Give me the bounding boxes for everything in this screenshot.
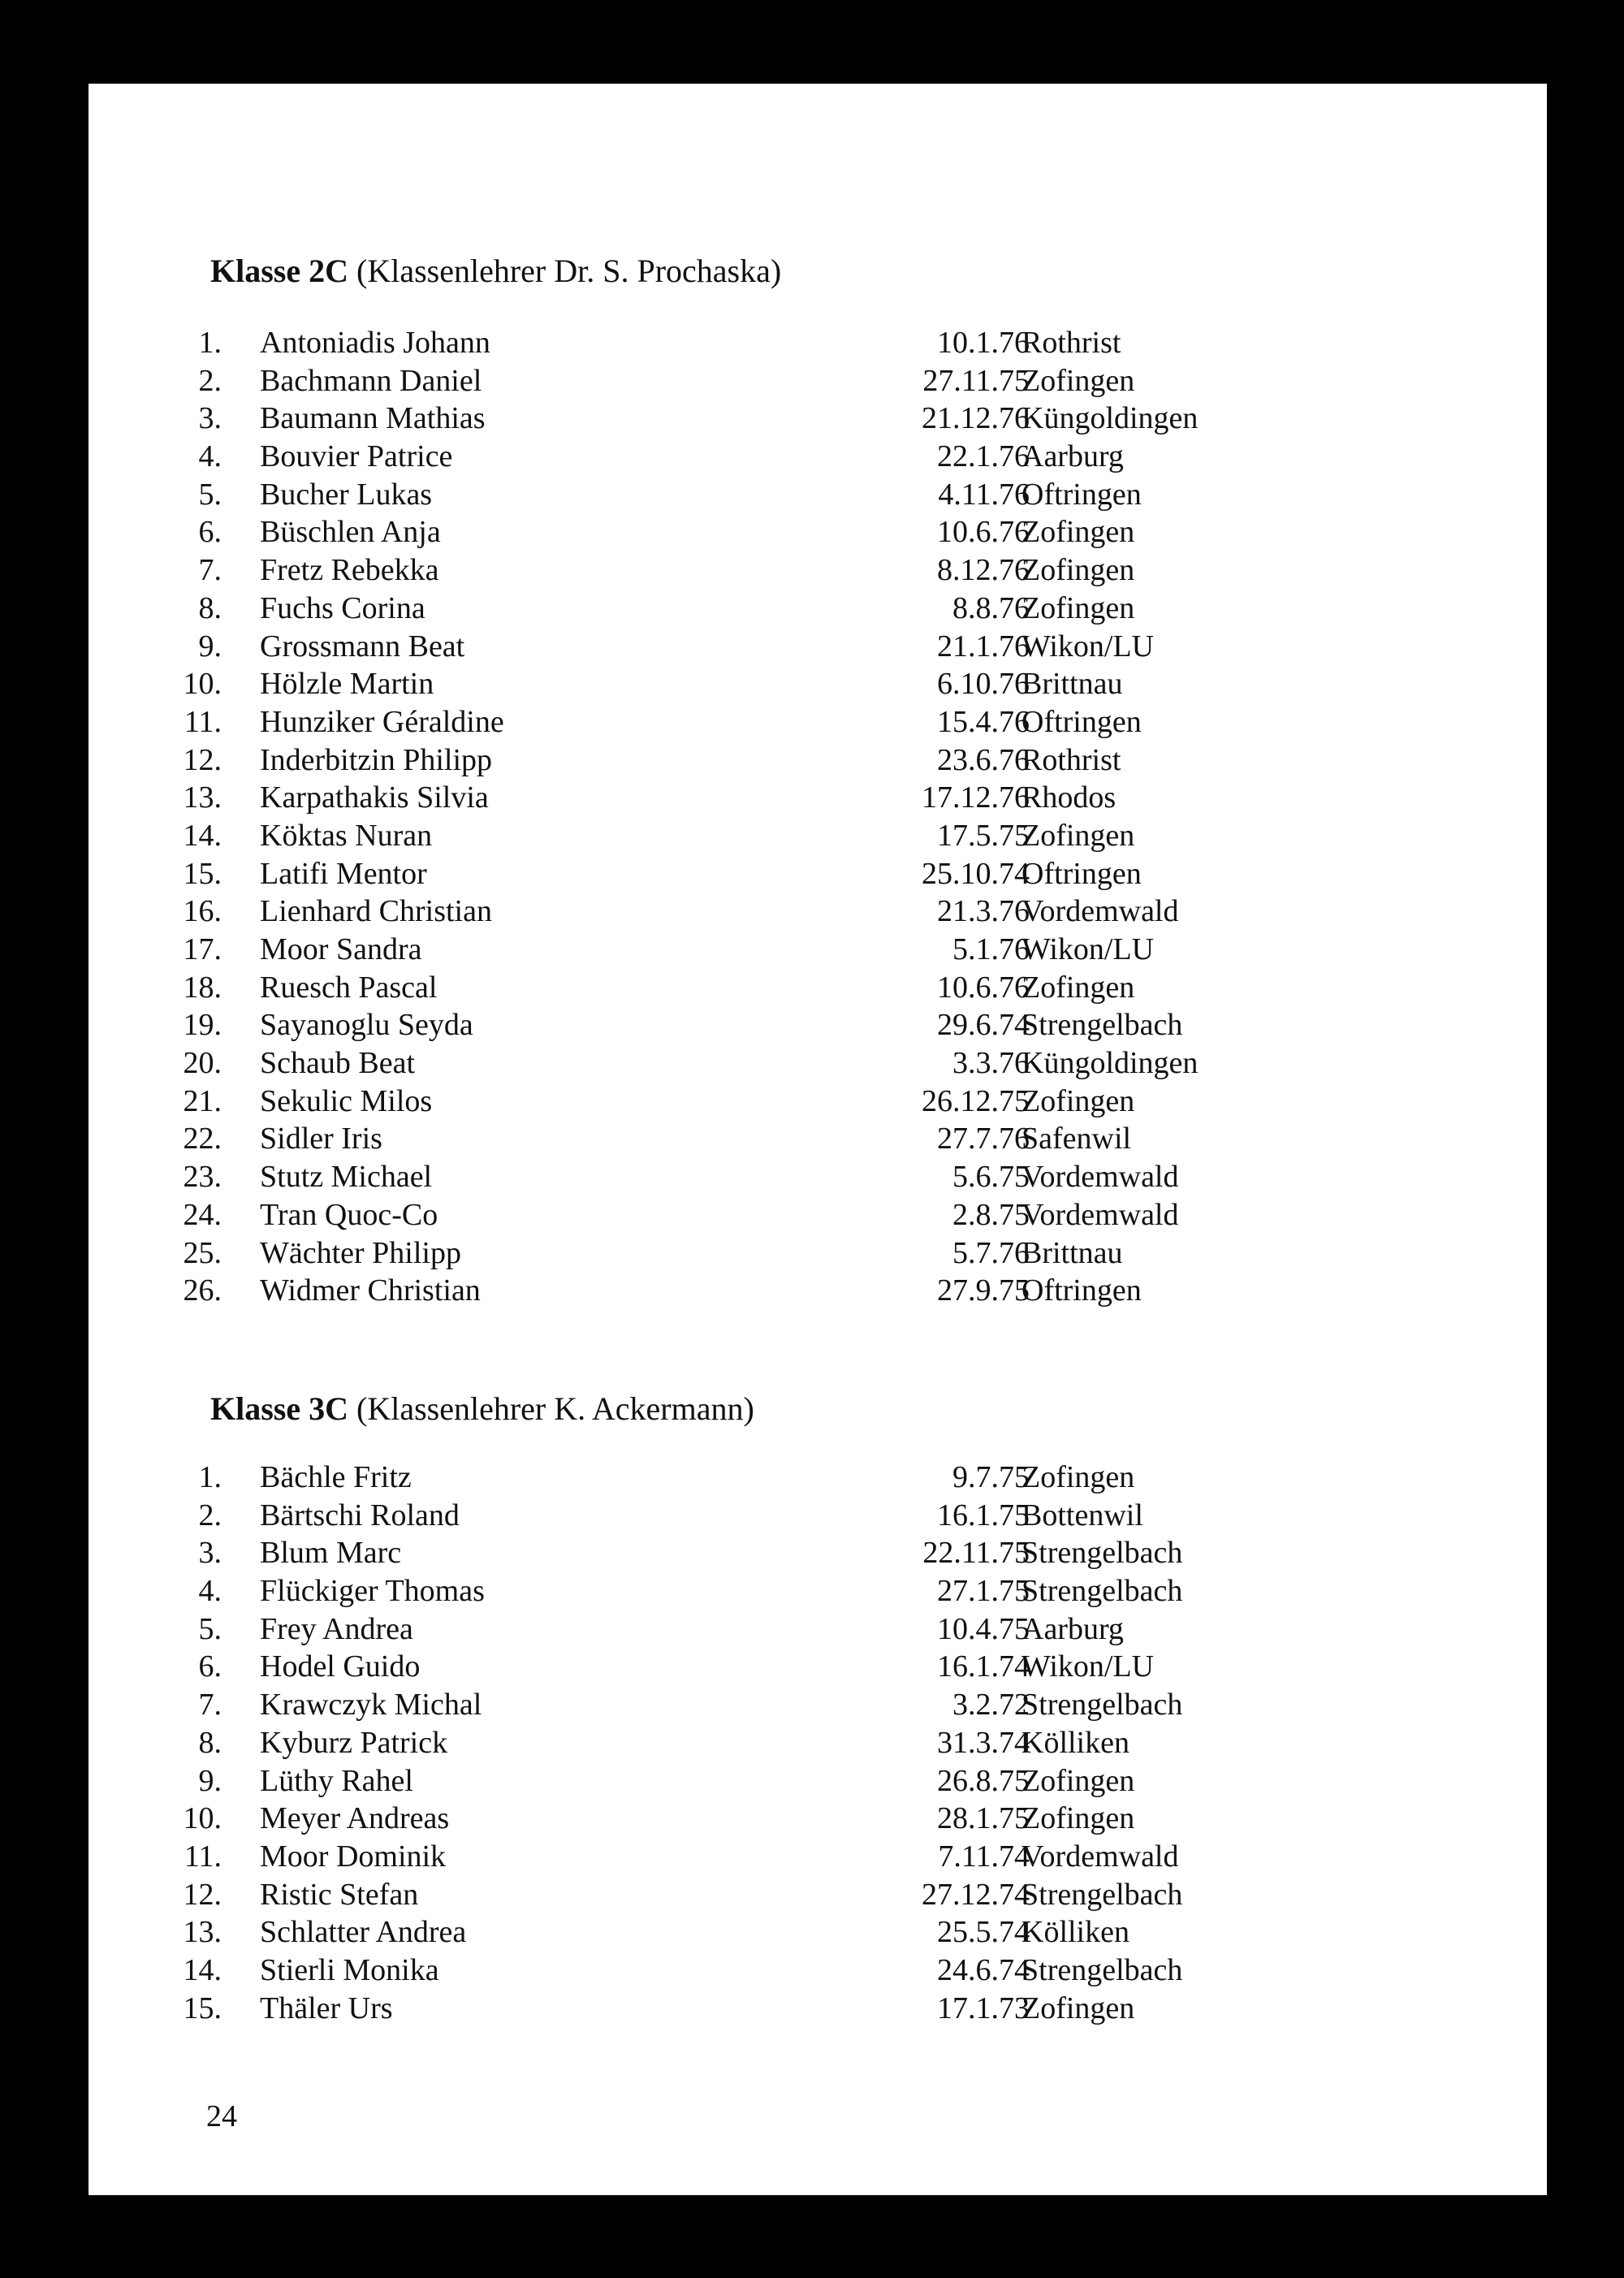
- teacher-label: (Klassenlehrer K. Ackermann): [356, 1390, 754, 1427]
- row-number: 7.: [198, 1688, 222, 1723]
- student-row: [89, 893, 1547, 931]
- hometown: Küngoldingen: [1021, 1046, 1199, 1081]
- student-row: [89, 1006, 1547, 1044]
- row-number: 11.: [184, 704, 222, 739]
- student-row: [89, 969, 1547, 1007]
- row-number: 7.: [198, 553, 222, 588]
- student-row: [89, 1990, 1547, 2028]
- student-name: Ristic Stefan: [260, 1877, 419, 1912]
- row-number: 14.: [183, 1952, 222, 1987]
- hometown: Bottenwil: [1021, 1498, 1143, 1532]
- row-number: 1.: [198, 326, 222, 360]
- student-name: Moor Dominik: [260, 1839, 447, 1874]
- student-name: Baumann Mathias: [260, 401, 486, 436]
- birth-date: 23.6.76: [937, 742, 1030, 777]
- row-number: 17.: [183, 932, 222, 966]
- birth-date: 27.12.74: [922, 1877, 1030, 1912]
- student-row: [89, 1952, 1547, 1990]
- birth-date: 10.1.76: [937, 326, 1030, 360]
- hometown: Aarburg: [1021, 439, 1124, 474]
- student-row: [89, 513, 1547, 551]
- hometown: Strengelbach: [1021, 1574, 1183, 1609]
- student-row: [89, 1497, 1547, 1535]
- hometown: Oftringen: [1021, 704, 1142, 739]
- birth-date: 5.7.76: [952, 1235, 1030, 1270]
- hometown: Zofingen: [1021, 970, 1135, 1005]
- student-row: [89, 1648, 1547, 1686]
- student-name: Widmer Christian: [260, 1273, 481, 1308]
- student-name: Fuchs Corina: [260, 590, 425, 625]
- birth-date: 16.1.74: [937, 1649, 1030, 1684]
- row-number: 18.: [183, 970, 222, 1005]
- row-number: 14.: [183, 818, 222, 853]
- row-number: 25.: [183, 1235, 222, 1270]
- student-name: Krawczyk Michal: [260, 1688, 482, 1723]
- hometown: Safenwil: [1021, 1122, 1132, 1156]
- row-number: 24.: [183, 1197, 222, 1232]
- hometown: Strengelbach: [1021, 1877, 1183, 1912]
- birth-date: 7.11.74: [938, 1839, 1030, 1874]
- row-number: 1.: [198, 1460, 222, 1494]
- birth-date: 6.10.76: [937, 667, 1030, 702]
- student-name: Latifi Mentor: [260, 856, 427, 891]
- hometown: Vordemwald: [1021, 1197, 1179, 1232]
- row-number: 3.: [198, 401, 222, 436]
- hometown: Kölliken: [1021, 1915, 1129, 1950]
- birth-date: 27.11.75: [922, 363, 1030, 398]
- row-number: 21.: [183, 1083, 222, 1118]
- row-number: 16.: [183, 894, 222, 929]
- document-page: [89, 84, 1547, 2195]
- birth-date: 17.1.73: [937, 1991, 1030, 2025]
- student-name: Frey Andrea: [260, 1611, 413, 1646]
- hometown: Rhodos: [1021, 780, 1116, 815]
- student-name: Bucher Lukas: [260, 477, 433, 512]
- hometown: Strengelbach: [1021, 1008, 1183, 1043]
- row-number: 4.: [198, 439, 222, 474]
- student-name: Blum Marc: [260, 1536, 402, 1571]
- birth-date: 25.5.74: [937, 1915, 1030, 1950]
- birth-date: 27.1.75: [937, 1574, 1030, 1609]
- row-number: 2.: [198, 363, 222, 398]
- hometown: Rothrist: [1021, 742, 1121, 777]
- birth-date: 27.9.75: [937, 1273, 1030, 1308]
- birth-date: 2.8.75: [952, 1197, 1030, 1232]
- student-name: Schlatter Andrea: [260, 1915, 467, 1950]
- page-number: 24: [206, 2099, 237, 2133]
- student-row: [89, 931, 1547, 969]
- hometown: Küngoldingen: [1021, 401, 1199, 436]
- student-name: Lüthy Rahel: [260, 1763, 413, 1798]
- birth-date: 22.11.75: [922, 1536, 1030, 1571]
- hometown: Zofingen: [1021, 1083, 1135, 1118]
- hometown: Zofingen: [1021, 1460, 1135, 1494]
- row-number: 15.: [183, 856, 222, 891]
- hometown: Brittnau: [1021, 667, 1123, 702]
- birth-date: 5.6.75: [952, 1160, 1030, 1195]
- birth-date: 24.6.74: [937, 1952, 1030, 1987]
- student-row: [89, 1120, 1547, 1158]
- student-row: [89, 1534, 1547, 1572]
- student-name: Inderbitzin Philipp: [260, 742, 493, 777]
- row-number: 12.: [183, 1877, 222, 1912]
- row-number: 5.: [198, 1611, 222, 1646]
- row-number: 19.: [183, 1008, 222, 1043]
- birth-date: 21.1.76: [937, 629, 1030, 664]
- student-row: [89, 665, 1547, 703]
- student-name: Lienhard Christian: [260, 894, 492, 929]
- row-number: 6.: [198, 1649, 222, 1684]
- student-row: [89, 1876, 1547, 1914]
- teacher-label: (Klassenlehrer Dr. S. Prochaska): [356, 253, 782, 289]
- birth-date: 26.12.75: [922, 1083, 1030, 1118]
- row-number: 23.: [183, 1160, 222, 1195]
- birth-date: 28.1.75: [937, 1801, 1030, 1836]
- student-name: Karpathakis Silvia: [260, 780, 489, 815]
- student-row: [89, 779, 1547, 817]
- hometown: Vordemwald: [1021, 1160, 1179, 1195]
- student-row: [89, 438, 1547, 476]
- hometown: Zofingen: [1021, 590, 1135, 625]
- student-row: [89, 1762, 1547, 1800]
- hometown: Strengelbach: [1021, 1536, 1183, 1571]
- student-name: Hodel Guido: [260, 1649, 421, 1684]
- student-name: Bachmann Daniel: [260, 363, 482, 398]
- hometown: Strengelbach: [1021, 1688, 1183, 1723]
- hometown: Zofingen: [1021, 1801, 1135, 1836]
- row-number: 15.: [183, 1991, 222, 2025]
- birth-date: 3.2.72: [952, 1688, 1030, 1723]
- student-row: [89, 1686, 1547, 1724]
- hometown: Wikon/LU: [1021, 1649, 1155, 1684]
- hometown: Zofingen: [1021, 818, 1135, 853]
- student-row: [89, 324, 1547, 362]
- row-number: 20.: [183, 1046, 222, 1081]
- birth-date: 25.10.74: [922, 856, 1030, 891]
- row-number: 13.: [183, 1915, 222, 1950]
- hometown: Oftringen: [1021, 477, 1142, 512]
- student-name: Bouvier Patrice: [260, 439, 453, 474]
- student-name: Moor Sandra: [260, 932, 422, 966]
- student-name: Grossmann Beat: [260, 629, 465, 664]
- hometown: Strengelbach: [1021, 1952, 1183, 1987]
- student-name: Meyer Andreas: [260, 1801, 450, 1836]
- row-number: 26.: [183, 1273, 222, 1308]
- student-name: Flückiger Thomas: [260, 1574, 485, 1609]
- hometown: Zofingen: [1021, 553, 1135, 588]
- class-3c-student-list: [89, 1459, 1547, 2027]
- student-name: Hunziker Géraldine: [260, 704, 504, 739]
- row-number: 3.: [198, 1536, 222, 1571]
- hometown: Wikon/LU: [1021, 629, 1155, 664]
- student-row: [89, 400, 1547, 438]
- student-name: Ruesch Pascal: [260, 970, 438, 1005]
- row-number: 11.: [184, 1839, 222, 1874]
- birth-date: 17.5.75: [937, 818, 1030, 853]
- student-name: Wächter Philipp: [260, 1235, 461, 1270]
- student-row: [89, 741, 1547, 780]
- student-row: [89, 628, 1547, 666]
- birth-date: 15.4.76: [937, 704, 1030, 739]
- birth-date: 3.3.76: [952, 1046, 1030, 1081]
- row-number: 13.: [183, 780, 222, 815]
- student-row: [89, 703, 1547, 741]
- birth-date: 27.7.76: [937, 1122, 1030, 1156]
- birth-date: 10.4.75: [937, 1611, 1030, 1646]
- birth-date: 21.3.76: [937, 894, 1030, 929]
- birth-date: 8.12.76: [937, 553, 1030, 588]
- row-number: 8.: [198, 590, 222, 625]
- student-row: [89, 1800, 1547, 1838]
- student-name: Tran Quoc-Co: [260, 1197, 438, 1232]
- hometown: Rothrist: [1021, 326, 1121, 360]
- student-row: [89, 1459, 1547, 1497]
- birth-date: 10.6.76: [937, 515, 1030, 550]
- row-number: 2.: [198, 1498, 222, 1532]
- student-row: [89, 817, 1547, 855]
- hometown: Vordemwald: [1021, 894, 1179, 929]
- hometown: Aarburg: [1021, 1611, 1124, 1646]
- student-name: Köktas Nuran: [260, 818, 433, 853]
- hometown: Oftringen: [1021, 1273, 1142, 1308]
- hometown: Zofingen: [1021, 515, 1135, 550]
- student-row: [89, 1158, 1547, 1196]
- student-name: Sayanoglu Seyda: [260, 1008, 473, 1043]
- row-number: 9.: [198, 1763, 222, 1798]
- student-row: [89, 855, 1547, 893]
- student-name: Hölzle Martin: [260, 667, 434, 702]
- hometown: Vordemwald: [1021, 1839, 1179, 1874]
- row-number: 10.: [183, 1801, 222, 1836]
- student-name: Stutz Michael: [260, 1160, 433, 1195]
- birth-date: 22.1.76: [937, 439, 1030, 474]
- birth-date: 29.6.74: [937, 1008, 1030, 1043]
- birth-date: 10.6.76: [937, 970, 1030, 1005]
- row-number: 10.: [183, 667, 222, 702]
- hometown: Kölliken: [1021, 1725, 1129, 1760]
- student-row: [89, 1838, 1547, 1876]
- student-name: Fretz Rebekka: [260, 553, 439, 588]
- student-row: [89, 1913, 1547, 1952]
- row-number: 8.: [198, 1725, 222, 1760]
- hometown: Brittnau: [1021, 1235, 1123, 1270]
- class-2c-heading: [210, 252, 781, 290]
- student-name: Büschlen Anja: [260, 515, 441, 550]
- row-number: 12.: [183, 742, 222, 777]
- student-row: [89, 1572, 1547, 1610]
- student-row: [89, 1724, 1547, 1762]
- row-number: 4.: [198, 1574, 222, 1609]
- student-row: [89, 1083, 1547, 1121]
- student-name: Thäler Urs: [260, 1991, 393, 2025]
- student-name: Bärtschi Roland: [260, 1498, 460, 1532]
- row-number: 9.: [198, 629, 222, 664]
- student-row: [89, 1272, 1547, 1310]
- student-name: Bächle Fritz: [260, 1460, 412, 1494]
- student-row: [89, 476, 1547, 514]
- hometown: Zofingen: [1021, 1763, 1135, 1798]
- birth-date: 5.1.76: [952, 932, 1030, 966]
- student-row: [89, 1234, 1547, 1273]
- class-label: Klasse 3C: [210, 1390, 348, 1427]
- birth-date: 21.12.76: [922, 401, 1030, 436]
- birth-date: 26.8.75: [937, 1763, 1030, 1798]
- student-row: [89, 551, 1547, 590]
- student-row: [89, 1610, 1547, 1649]
- student-name: Sekulic Milos: [260, 1083, 433, 1118]
- birth-date: 4.11.76: [938, 477, 1030, 512]
- row-number: 6.: [198, 515, 222, 550]
- student-row: [89, 590, 1547, 628]
- birth-date: 16.1.75: [937, 1498, 1030, 1532]
- hometown: Wikon/LU: [1021, 932, 1155, 966]
- row-number: 5.: [198, 477, 222, 512]
- hometown: Zofingen: [1021, 363, 1135, 398]
- birth-date: 9.7.75: [952, 1460, 1030, 1494]
- student-name: Schaub Beat: [260, 1046, 416, 1081]
- class-label: Klasse 2C: [210, 253, 348, 289]
- student-name: Sidler Iris: [260, 1122, 382, 1156]
- student-row: [89, 362, 1547, 400]
- student-row: [89, 1196, 1547, 1234]
- birth-date: 8.8.76: [952, 590, 1030, 625]
- student-name: Kyburz Patrick: [260, 1725, 448, 1760]
- hometown: Zofingen: [1021, 1991, 1135, 2025]
- class-3c-heading: [210, 1390, 754, 1428]
- birth-date: 31.3.74: [937, 1725, 1030, 1760]
- hometown: Oftringen: [1021, 856, 1142, 891]
- class-2c-student-list: [89, 324, 1547, 1310]
- student-name: Stierli Monika: [260, 1952, 439, 1987]
- student-name: Antoniadis Johann: [260, 326, 490, 360]
- row-number: 22.: [183, 1122, 222, 1156]
- birth-date: 17.12.76: [922, 780, 1030, 815]
- student-row: [89, 1044, 1547, 1083]
